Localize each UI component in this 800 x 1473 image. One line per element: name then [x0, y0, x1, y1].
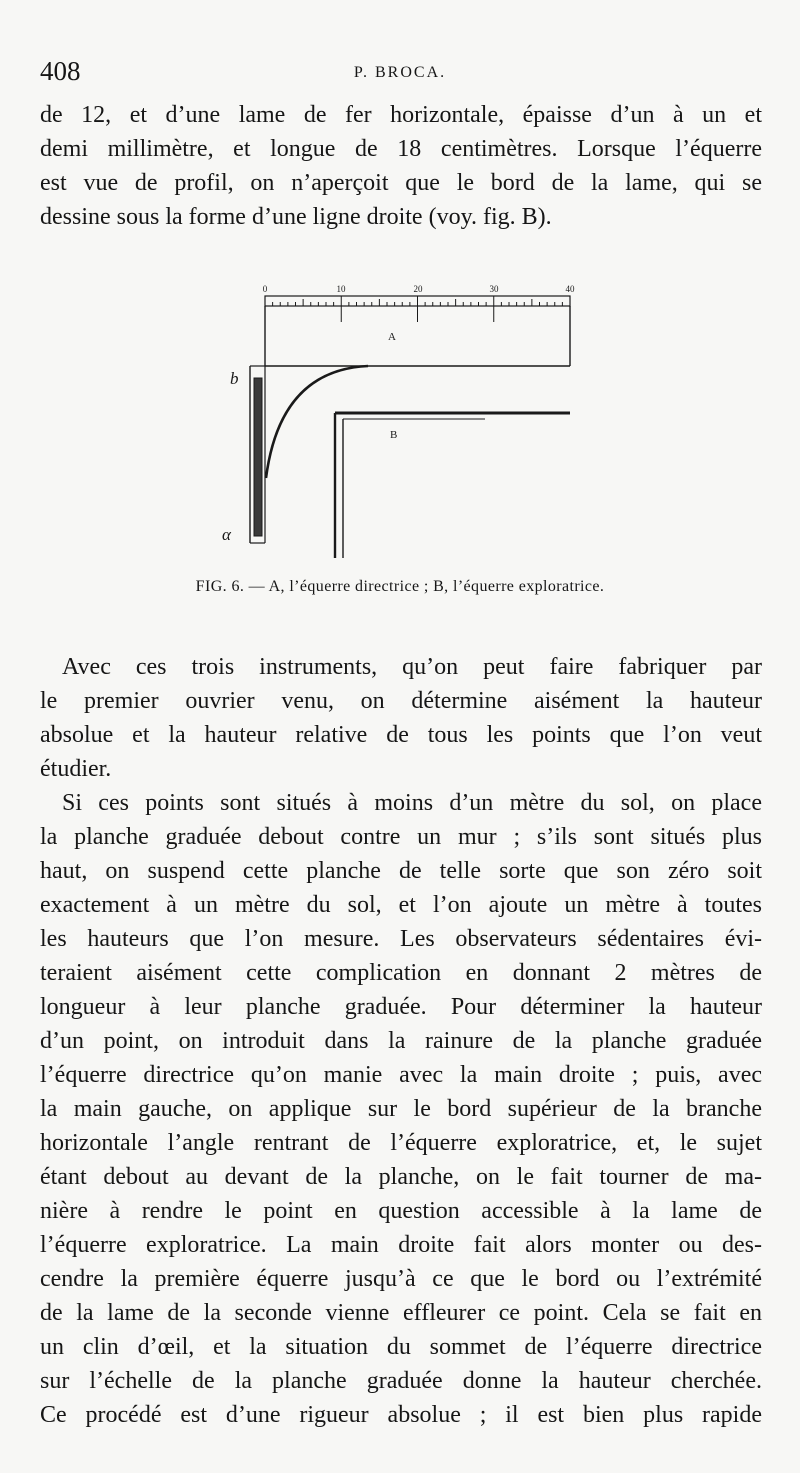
text-line: dessine sous la forme d’une ligne droite (voy. fig. B).: [40, 204, 552, 230]
text-line: Avec ces trois instruments, qu’on peut faire fabriquer par: [62, 654, 762, 680]
text-line: un clin d’œil, et la situation du sommet de l’équerre directrice: [40, 1334, 762, 1360]
text-line: teraient aisément cette complication en donnant 2 mètres de: [40, 960, 762, 986]
scale-label-20: 20: [413, 284, 423, 294]
text-line: longueur à leur planche graduée. Pour déterminer la hauteur: [40, 994, 762, 1020]
text-line: haut, on suspend cette planche de telle sorte que son zéro soit: [40, 858, 762, 884]
text-line: cendre la première équerre jusqu’à ce que le bord ou l’extrémité: [40, 1266, 762, 1292]
text-line: nière à rendre le point en question accessible à la lame de: [40, 1198, 762, 1224]
text-line: sur l’échelle de la planche graduée donne la hauteur cherchée.: [40, 1368, 762, 1394]
label-alpha: α: [222, 525, 231, 544]
text-line: est vue de profil, on n’aperçoit que le bord de la lame, qui se: [40, 170, 762, 196]
figure-caption: FIG. 6. — A, l’équerre directrice ; B, l’équerre exploratrice.: [195, 578, 605, 595]
label-b: B: [390, 429, 398, 441]
page-number: 408: [40, 56, 81, 86]
figure-6-diagram: [210, 278, 600, 568]
text-line: Ce procédé est d’une rigueur absolue ; il est bien plus rapide: [40, 1402, 762, 1428]
text-line: de 12, et d’une lame de fer horizontale, épaisse d’un à un et: [40, 102, 762, 128]
text-line: absolue et la hauteur relative de tous les points que l’on veut: [40, 722, 762, 748]
text-line: l’équerre exploratrice. La main droite fait alors monter ou des-: [40, 1232, 762, 1258]
text-line: étudier.: [40, 756, 112, 782]
text-line: la planche graduée debout contre un mur ; s’ils sont situés plus: [40, 824, 762, 850]
text-line: horizontale l’angle rentrant de l’équerre exploratrice, et, le sujet: [40, 1130, 762, 1156]
paragraph-3: [40, 786, 762, 1432]
paragraph-2: [40, 650, 762, 786]
scale-label-40: 40: [565, 284, 575, 294]
running-head: P. BROCA.: [353, 64, 447, 81]
text-line: exactement à un mètre du sol, et l’on ajoute un mètre à toutes: [40, 892, 762, 918]
text-line: l’équerre directrice qu’on manie avec la main droite ; puis, avec: [40, 1062, 762, 1088]
text-line: de la lame de la seconde vienne effleurer ce point. Cela se fait en: [40, 1300, 762, 1326]
scale-label-30: 30: [489, 284, 499, 294]
label-a: A: [388, 331, 396, 343]
scale-label-10: 10: [336, 284, 346, 294]
text-line: d’un point, on introduit dans la rainure de la planche graduée: [40, 1028, 762, 1054]
scale-label-0: 0: [262, 284, 268, 294]
text-line: demi millimètre, et longue de 18 centimètres. Lorsque l’équerre: [40, 136, 762, 162]
page-header: [40, 56, 760, 90]
text-line: la main gauche, on applique sur le bord supérieur de la branche: [40, 1096, 762, 1122]
text-line: le premier ouvrier venu, on détermine aisément la hauteur: [40, 688, 762, 714]
text-line: les hauteurs que l’on mesure. Les observateurs sédentaires évi-: [40, 926, 762, 952]
label-b-small: b: [230, 369, 239, 388]
paragraph-1: [40, 98, 762, 234]
text-line: étant debout au devant de la planche, on le fait tourner de ma-: [40, 1164, 762, 1190]
text-line: Si ces points sont situés à moins d’un mètre du sol, on place: [62, 790, 762, 816]
